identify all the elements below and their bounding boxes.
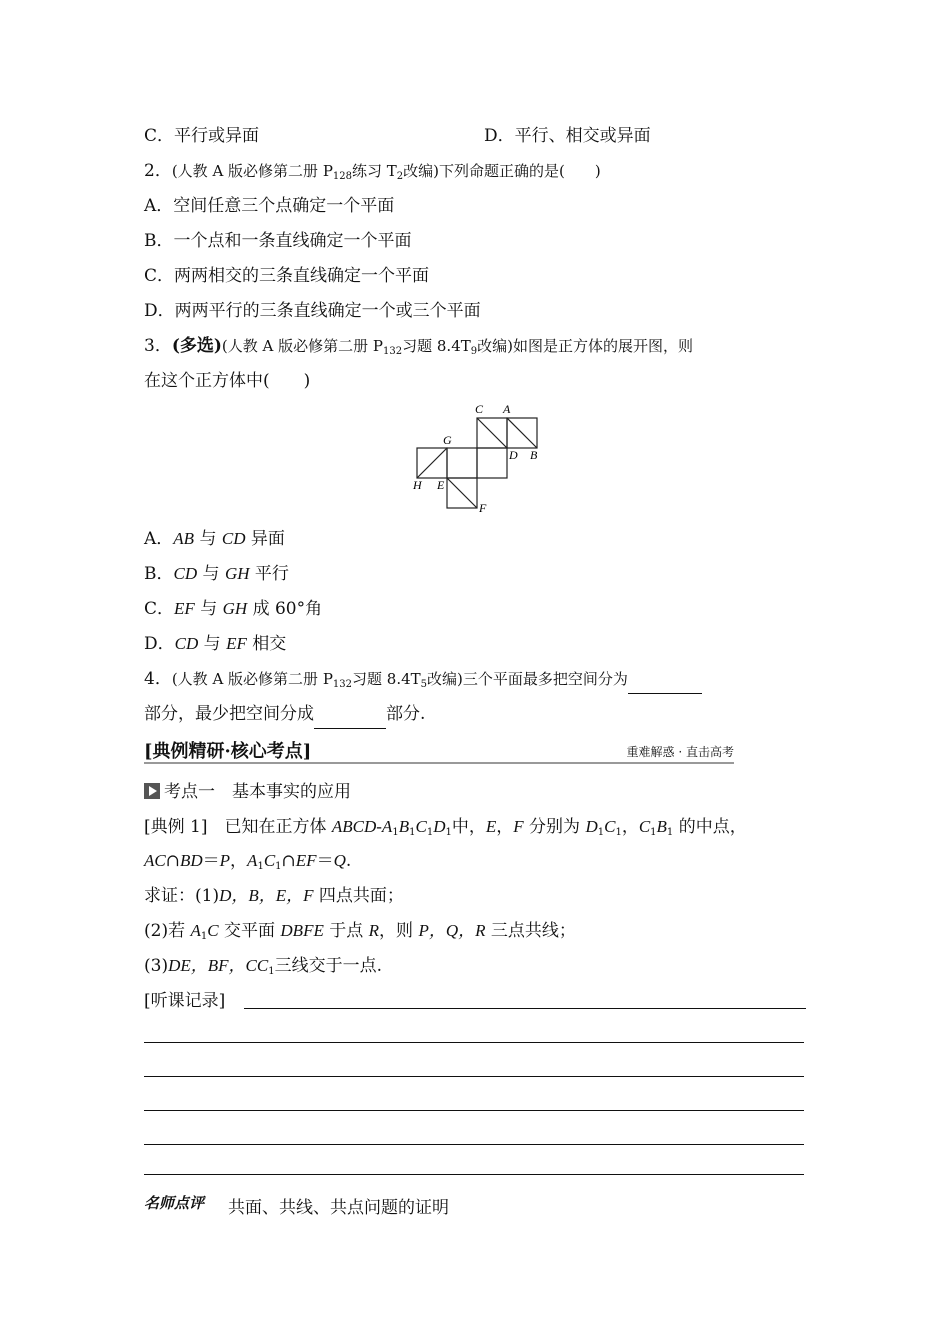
notes-line[interactable]: [244, 1008, 806, 1009]
notes-line[interactable]: [144, 1144, 804, 1145]
section-divider: [144, 762, 734, 764]
section-subtitle: 重难解惑 · 直击高考: [626, 745, 734, 759]
diagonal-ab: [507, 418, 537, 448]
net-square: [477, 448, 507, 478]
notes-label: [听课记录]: [144, 991, 226, 1011]
diagonal-ef: [447, 478, 477, 508]
q2-option-c: C．两两相交的三条直线确定一个平面: [144, 266, 430, 286]
q4-stem: 4．(人教 A 版必修第二册 $P_{132}$习题 $8.4T_5$改编)三个平面最多把空间分为: [144, 667, 702, 697]
play-icon: [144, 783, 160, 799]
teacher-comment-text: 共面、共线、共点问题的证明: [228, 1198, 449, 1218]
label-d: D: [509, 448, 518, 462]
q3-option-b: B．CD 与 GH 平行: [144, 564, 289, 584]
q2-option-b: B．一个点和一条直线确定一个平面: [144, 231, 412, 251]
q3-option-a: A．AB 与 CD 异面: [144, 529, 285, 549]
example-line-2: AC∩BD＝P，$A_1C_1\cap EF=Q$.: [144, 851, 352, 872]
kaodian-heading: 考点一 基本事实的应用: [144, 780, 351, 804]
q3-stem-line2: 在这个正方体中( ): [144, 371, 311, 391]
q2-option-a: A．空间任意三个点确定一个平面: [144, 196, 395, 216]
label-a: A: [503, 402, 511, 416]
q3-stem: 3．(多选)(人教 A 版必修第二册 $P_{132}$习题 $8.4T_9$改编)如图是正方体的展开图，则: [144, 336, 693, 357]
net-square: [447, 448, 477, 478]
label-c: C: [475, 402, 484, 416]
q2-option-d: D．两两平行的三条直线确定一个或三个平面: [144, 301, 481, 321]
example-line-1: [典例 1] 已知在正方体 ABCD-$A_1B_1C_1D_1$中，E，F 分别为 $D_1C_1$，$C_1B_1$ 的中点，: [144, 817, 747, 838]
q3-option-d: D．CD 与 EF 相交: [144, 634, 287, 654]
notes-line[interactable]: [144, 1076, 804, 1077]
q3-option-c: C．EF 与 GH 成 60°角: [144, 599, 323, 619]
q4-stem-line2: 部分，最少把空间分成 部分.: [144, 702, 425, 729]
cube-net-figure: [405, 400, 555, 518]
q1-option-d: D．平行、相交或异面: [484, 126, 651, 146]
notes-line[interactable]: [144, 1110, 804, 1111]
q4-blank-2[interactable]: [314, 704, 386, 729]
section-header: [144, 734, 734, 764]
section-title: [典例精研·核心考点]: [144, 741, 312, 762]
diagonal-gh: [417, 448, 447, 478]
q1-option-c: C．平行或异面: [144, 126, 260, 146]
q4-blank-1[interactable]: [628, 669, 702, 694]
teacher-comment-badge: 名师点评: [144, 1194, 205, 1212]
proof-part-2: (2)若 $A_1C$ 交平面 DBFE 于点 R，则 P，Q，R 三点共线；: [144, 921, 576, 942]
label-e: E: [437, 478, 445, 492]
proof-part-1: 求证：(1)D，B，E，F 四点共面；: [144, 886, 404, 906]
q2-stem: 2．(人教 A 版必修第二册 $P_{128}$练习 $T_2$改编)下列命题正确的是( ): [144, 161, 601, 182]
proof-part-3: (3)DE，BF，$CC_1$三线交于一点.: [144, 956, 382, 977]
label-g: G: [443, 433, 452, 447]
notes-line[interactable]: [144, 1174, 804, 1175]
label-b: B: [530, 448, 538, 462]
notes-line[interactable]: [144, 1042, 804, 1043]
label-f: F: [479, 501, 487, 515]
diagonal-cd: [477, 418, 507, 448]
label-h: H: [413, 478, 422, 492]
